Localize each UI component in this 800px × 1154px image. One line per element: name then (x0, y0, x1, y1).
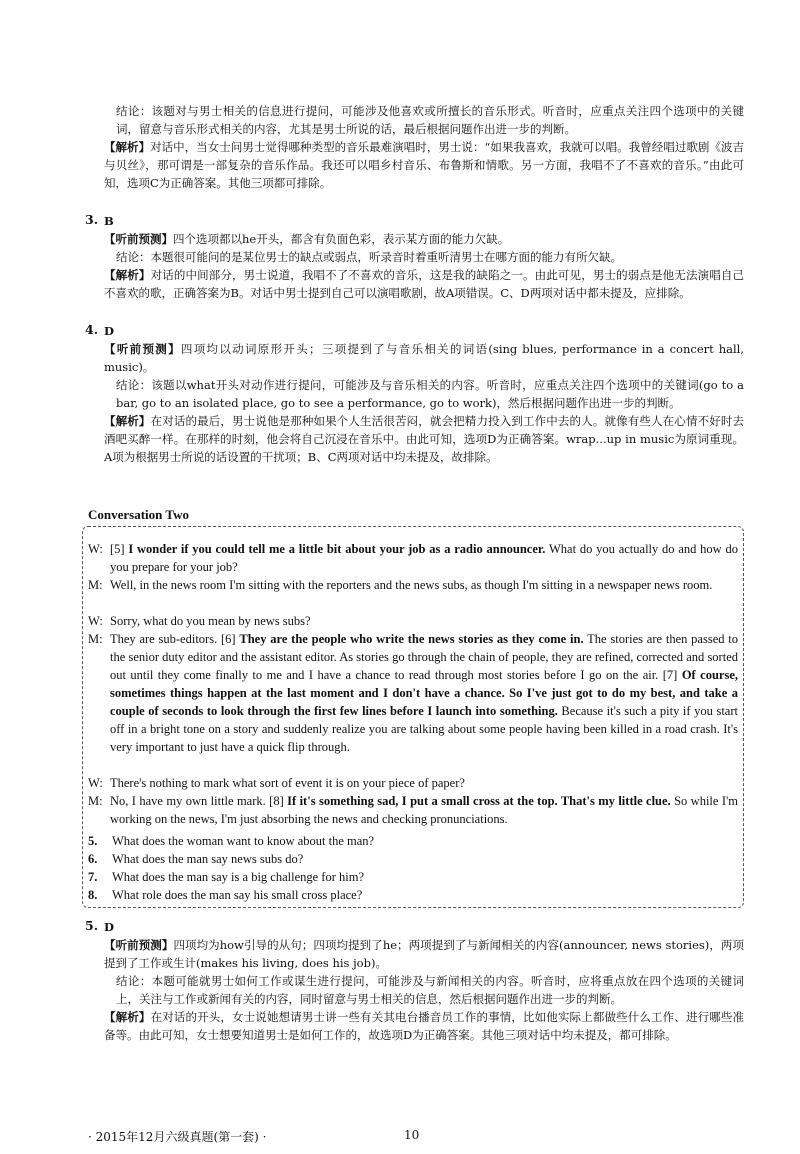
analysis-text: 在对话的开头，女士说她想请男士讲一些有关其电台播音员工作的事情，比如他实际上都做些什么工作、进行哪些准备等。由此可知，女士想要知道男士是如何工作的，故选项D为正确答案。其他三项对话中均未提及，都可排除。 (104, 1010, 745, 1042)
turn-text: What do you actually do and how do you prepare for your job? (110, 542, 738, 574)
question-text: What does the woman want to know about the man? (112, 834, 375, 848)
page-number: 10 (404, 1128, 420, 1142)
conclusion-text: 结论：该题对与男士相关的信息进行提问，可能涉及他喜欢或所擅长的音乐形式。听音时，应重点关注四个选项中的关键词，留意与音乐形式相关的内容，尤其是男士所说的话，最后根据问题作出进一步的判断。 (116, 104, 744, 136)
section-heading: Conversation Two (88, 507, 189, 522)
turn-text: Well, in the news room I'm sitting with the reporters and the news subs, as though I'm sitting in a newspaper news room. (110, 578, 713, 592)
dialog-turn (88, 576, 738, 594)
answer-letter: B (104, 214, 114, 228)
question-item (88, 870, 364, 885)
turn-key-sentence: They are the people who write the news stories as they come in. (239, 632, 584, 646)
speaker-label: M: (88, 578, 103, 592)
question-number: 8. (88, 888, 98, 902)
answer-letter: D (104, 920, 114, 934)
turn-text: No, I have my own little mark. [8] (110, 794, 288, 808)
analysis-tag: 【解析】 (104, 140, 151, 154)
speaker-label: M: (88, 632, 103, 646)
prediction-text: 四项均为how引导的从句；四项均提到了he；两项提到了与新闻相关的内容(announcer, news stories)，两项提到了工作或生计(makes his living, does his job)。 (104, 938, 745, 970)
q4-block (104, 322, 744, 466)
speaker-label: W: (88, 542, 103, 556)
dialog-turn (88, 612, 738, 630)
speaker-label: W: (88, 776, 103, 790)
turn-text: They are sub-editors. [6] (110, 632, 240, 646)
analysis-tag: 【解析】 (104, 1010, 151, 1024)
prediction-text: 四项均以动词原形开头；三项提到了与音乐相关的词语(sing blues, performance in a concert hall, music)。 (104, 342, 744, 374)
conclusion-text: 结论：本题可能就男士如何工作或谋生进行提问，可能涉及与新闻相关的内容。听音时，应将重点放在四个选项的关键词上，关注与工作或新闻有关的内容，同时留意与男士相关的信息，然后根据问题作出进一步的判断。 (116, 974, 744, 1006)
prediction-text: 四个选项都以he开头，都含有负面色彩，表示某方面的能力欠缺。 (173, 232, 510, 246)
footer-source: · 2015年12月六级真题(第一套) · (88, 1130, 267, 1144)
prediction-tag: 【听前预测】 (104, 342, 181, 356)
analysis-text: 对话中，当女士问男士觉得哪种类型的音乐最难演唱时，男士说：“如果我喜欢，我就可以唱。我曾经唱过歌剧《波吉与贝丝》，那可谓是一部复杂的音乐作品。我还可以唱乡村音乐、布鲁斯和情歌。另一方面，我唱不了不喜欢的音乐。”由此可知，选项C为正确答案。其他三项都可排除。 (104, 140, 745, 190)
top-block (104, 102, 744, 192)
analysis-tag: 【解析】 (104, 414, 151, 428)
question-text: What does the man say news subs do? (112, 852, 304, 866)
question-number: 7. (88, 870, 98, 884)
dialog-turn (88, 540, 738, 576)
question-item (88, 834, 374, 849)
dialog-turn (88, 792, 738, 828)
prediction-tag: 【听前预测】 (104, 232, 173, 246)
analysis-text: 在对话的最后，男士说他是那种如果个人生活很苦闷，就会把精力投入到工作中去的人。就像有些人在心情不好时去酒吧买醉一样。在那样的时刻，他会将自己沉浸在音乐中。由此可知，选项D为正确答案。wrap...up in music为原词重现。A项为根据男士所说的话设置的干扰项；B、C两项对话中均未提及，故排除。 (104, 414, 745, 464)
conclusion-text: 结论：本题很可能问的是某位男士的缺点或弱点，听录音时着重听清男士在哪方面的能力有所欠缺。 (116, 250, 622, 264)
turn-key-sentence: If it's something sad, I put a small cross at the top. That's my little clue. (287, 794, 671, 808)
question-number: 6. (88, 852, 98, 866)
answer-letter: D (104, 324, 114, 338)
turn-text: Because it's such a pity if you start off in a bright tone on a story and suddenly realize you are talking about some people having been killed in a road crash. It's very important to just have a quick flip through. (110, 704, 738, 754)
turn-text: There's nothing to mark what sort of event it is on your piece of paper? (110, 776, 465, 790)
question-number: 3. (85, 212, 99, 227)
turn-text: [5] (110, 542, 129, 556)
turn-text: Sorry, what do you mean by news subs? (110, 614, 311, 628)
question-item (88, 852, 303, 867)
question-number: 5. (85, 918, 99, 933)
dialog-turn (88, 630, 738, 756)
conclusion-text: 结论：该题以what开头对动作进行提问，可能涉及与音乐相关的内容。听音时，应重点关注四个选项中的关键词(go to a bar, go to an isolated place, go to see a performance, go to work)，然后根据问题作出进一步的判断。 (116, 378, 744, 410)
q5-block (104, 918, 744, 1044)
turn-text: The stories are then passed to the senior duty editor and the assistant editor. As stories go through the chain of people, they are refined, corrected and sorted out until they come finally to me and I have a chance to read through most stories before I go on the air. [7] (110, 632, 739, 682)
question-item (88, 888, 362, 903)
turn-key-sentence: Of course, sometimes things happen at the last moment and I don't have a chance. So I've just got to do my best, and take a couple of seconds to look through the first few lines before I launch into something. (110, 668, 738, 718)
question-number: 5. (88, 834, 98, 848)
q3-block (104, 212, 744, 302)
analysis-text: 对话的中间部分，男士说道，我唱不了不喜欢的音乐，这是我的缺陷之一。由此可见，男士的弱点是他无法演唱自己不喜欢的歌，正确答案为B。对话中男士提到自己可以演唱歌剧，故A项错误。C、D两项对话中都未提及，应排除。 (104, 268, 745, 300)
turn-key-sentence: I wonder if you could tell me a little bit about your job as a radio announcer. (128, 542, 546, 556)
dialog-turn (88, 774, 738, 792)
prediction-tag: 【听前预测】 (104, 938, 174, 952)
speaker-label: M: (88, 794, 103, 808)
analysis-tag: 【解析】 (104, 268, 151, 282)
question-text: What does the man say is a big challenge for him? (112, 870, 365, 884)
speaker-label: W: (88, 614, 103, 628)
turn-text: So while I'm working on the news, I'm just absorbing the news and checking pronunciations. (110, 794, 738, 826)
question-number: 4. (85, 322, 99, 337)
question-text: What role does the man say his small cross place? (112, 888, 363, 902)
